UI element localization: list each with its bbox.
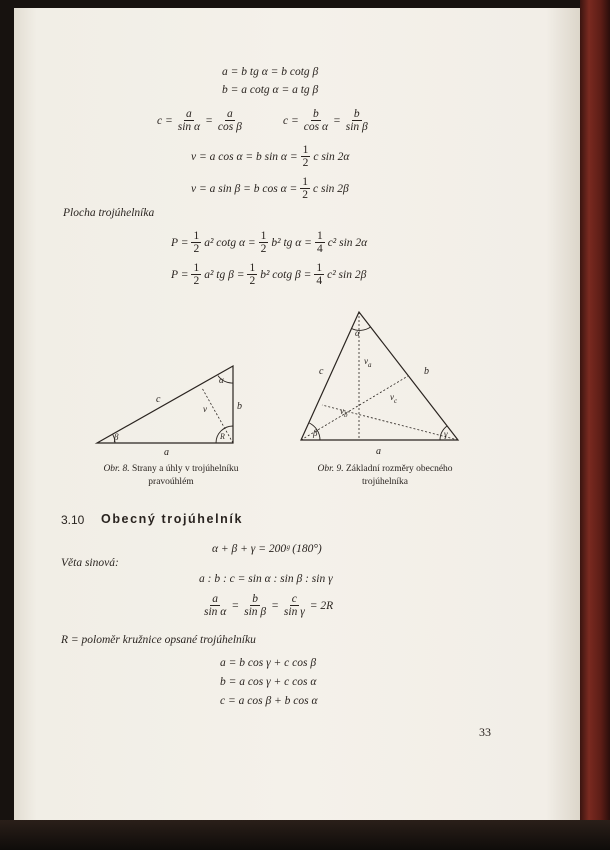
p2-d1: 2 [193, 275, 200, 288]
sr-num-b: b [252, 593, 258, 605]
fig9-label-a: a [376, 446, 381, 457]
fig9-vb-main: v [340, 406, 344, 416]
fig8-caption-line1 [86, 463, 256, 476]
p1-frac-3 [315, 230, 325, 255]
p2-d: c² sin 2β [327, 268, 367, 281]
p2-n3: 1 [316, 262, 323, 274]
formula-projection-c: c = a cos β + b cos α [220, 695, 318, 707]
den-sin-alpha: sin α [177, 121, 201, 134]
sr-num-a: a [212, 593, 219, 605]
sr-den-c: sin γ [283, 606, 305, 619]
fig8-label-v: v [203, 404, 207, 414]
frac-half-1 [301, 144, 311, 169]
formula-a-tg: a = b tg α = b cotg β [222, 66, 319, 78]
v1-right: c sin 2α [313, 150, 350, 163]
p1-n3: 1 [316, 230, 323, 242]
sr-eq-1: = [231, 599, 240, 612]
num-b2: b [353, 108, 360, 120]
formula-c-left [157, 108, 247, 133]
fig8-caption-text1: Strany a úhly v trojúhelníku [131, 464, 239, 474]
section-title: Obecný trojúhelník [101, 512, 244, 526]
p1-b: a² cotg α = [204, 236, 256, 249]
num-one-b: 1 [302, 176, 309, 188]
c-right-eq: = [333, 114, 341, 127]
fig8-height-line [202, 388, 233, 443]
fig9-vb-sub: b [344, 411, 348, 419]
den-two: 2 [302, 157, 309, 170]
den-cos-alpha: cos α [303, 121, 328, 134]
page-bottom-edge [0, 820, 610, 850]
p2-b: a² tg β = [204, 268, 245, 281]
fig9-label-c: c [319, 366, 324, 377]
fig8-caption-number: Obr. 8. [103, 464, 130, 474]
p1-frac-1 [191, 230, 201, 255]
v2-left: v = a sin β = b cos α = [191, 182, 298, 195]
formula-projection-b: b = a cos γ + c cos α [220, 676, 317, 688]
v2-right: c sin 2β [313, 182, 349, 195]
v1-left: v = a cos α = b sin α = [191, 150, 298, 163]
p2-d2: 2 [249, 275, 256, 288]
p1-c: b² tg α = [271, 236, 312, 249]
frac-b-cos-alpha [302, 108, 330, 133]
den-cos-beta: cos β [217, 121, 242, 134]
fig9-va-sub: a [368, 361, 372, 369]
fig9-vc-main: v [390, 392, 394, 402]
book-spine [580, 0, 610, 850]
p2-n1: 1 [193, 262, 200, 274]
formula-v-1 [191, 144, 349, 169]
fig9-vc-sub: c [394, 397, 398, 405]
formula-sine-ratio: a : b : c = sin α : sin β : sin γ [199, 573, 333, 585]
c-right-lhs: c = [283, 114, 299, 127]
fig9-caption-text1: Základní rozměry obecného [345, 464, 453, 474]
p1-d: c² sin 2α [327, 236, 368, 249]
sr-den-b: sin β [244, 606, 267, 619]
p2-frac-2 [247, 262, 257, 287]
num-a: a [186, 108, 192, 120]
p2-d3: 4 [316, 275, 323, 288]
p1-n2: 1 [260, 230, 267, 242]
fig9-label-beta: β [313, 428, 318, 438]
p1-d2: 2 [260, 243, 267, 256]
formula-b-cotg: b = a cotg α = a tg β [222, 84, 319, 96]
p1-d1: 2 [193, 243, 200, 256]
formula-area-1 [171, 230, 367, 255]
figure-9-caption [295, 463, 475, 489]
sr-frac-b [242, 593, 268, 618]
formula-projection-a: a = b cos γ + c cos β [220, 657, 317, 669]
formula-v-2 [191, 176, 349, 201]
p1-d3: 4 [316, 243, 323, 256]
fig9-triangle-outline [301, 312, 458, 440]
p1-a: P = [171, 236, 189, 249]
fig9-caption-number: Obr. 9. [317, 464, 344, 474]
sr-frac-c [282, 593, 307, 618]
p2-a: P = [171, 268, 189, 281]
num-a2: a [226, 108, 233, 120]
fig9-label-vb [340, 406, 348, 419]
fig8-label-b: b [237, 401, 242, 412]
fig9-label-b: b [424, 366, 429, 377]
p2-c: b² cotg β = [260, 268, 312, 281]
page-number: 33 [479, 725, 491, 739]
num-b: b [313, 108, 319, 120]
formula-c-right [283, 108, 373, 133]
fig9-label-gamma: γ [444, 429, 448, 439]
sr-frac-a [202, 593, 228, 618]
num-one: 1 [302, 144, 309, 156]
fig8-caption-text2: pravoúhlém [148, 476, 194, 487]
formula-area-2 [171, 262, 366, 287]
fig8-label-beta: β [114, 432, 119, 442]
p1-frac-2 [259, 230, 269, 255]
area-heading: Plocha trojúhelníka [63, 207, 155, 219]
fig9-label-vc [390, 392, 398, 405]
p2-frac-3 [314, 262, 324, 287]
figure-8-caption [86, 463, 256, 489]
sr-num-c: c [291, 593, 297, 605]
fig8-label-a: a [164, 447, 169, 458]
sr-eq-2R: = 2R [309, 599, 334, 612]
fig9-label-alpha: α [355, 328, 360, 338]
fig9-caption-text2: trojúhelníka [362, 476, 408, 487]
den-sin-beta: sin β [345, 121, 368, 134]
p2-frac-1 [191, 262, 201, 287]
figure-9-general-triangle [292, 306, 472, 458]
formula-sine-rule [199, 593, 333, 618]
frac-half-2 [300, 176, 310, 201]
figure-8-right-triangle [90, 360, 250, 460]
c-left-eq: = [205, 114, 213, 127]
den-two-b: 2 [302, 189, 309, 202]
frac-a-sin-alpha [176, 108, 202, 133]
c-left-lhs: c = [157, 114, 173, 127]
sine-rule-label: Věta sinová: [61, 557, 119, 569]
fig9-va-main: v [364, 356, 368, 366]
p2-n2: 1 [249, 262, 256, 274]
fig9-label-va [364, 356, 372, 369]
section-number: 3.10 [61, 513, 85, 527]
fig8-label-alpha: α [219, 375, 224, 385]
fig8-label-c: c [156, 394, 161, 405]
p1-n1: 1 [193, 230, 200, 242]
fig8-label-right-angle: R [220, 432, 225, 441]
frac-b-sin-beta [344, 108, 370, 133]
sr-eq-2: = [271, 599, 279, 612]
frac-a-cos-beta [216, 108, 244, 133]
radius-definition: R = poloměr kružnice opsané trojúhelníku [61, 634, 256, 646]
sr-den-a: sin α [204, 606, 227, 619]
formula-angle-sum: α + β + γ = 200ᵍ (180°) [212, 543, 322, 555]
fig9-caption-line1 [295, 463, 475, 476]
